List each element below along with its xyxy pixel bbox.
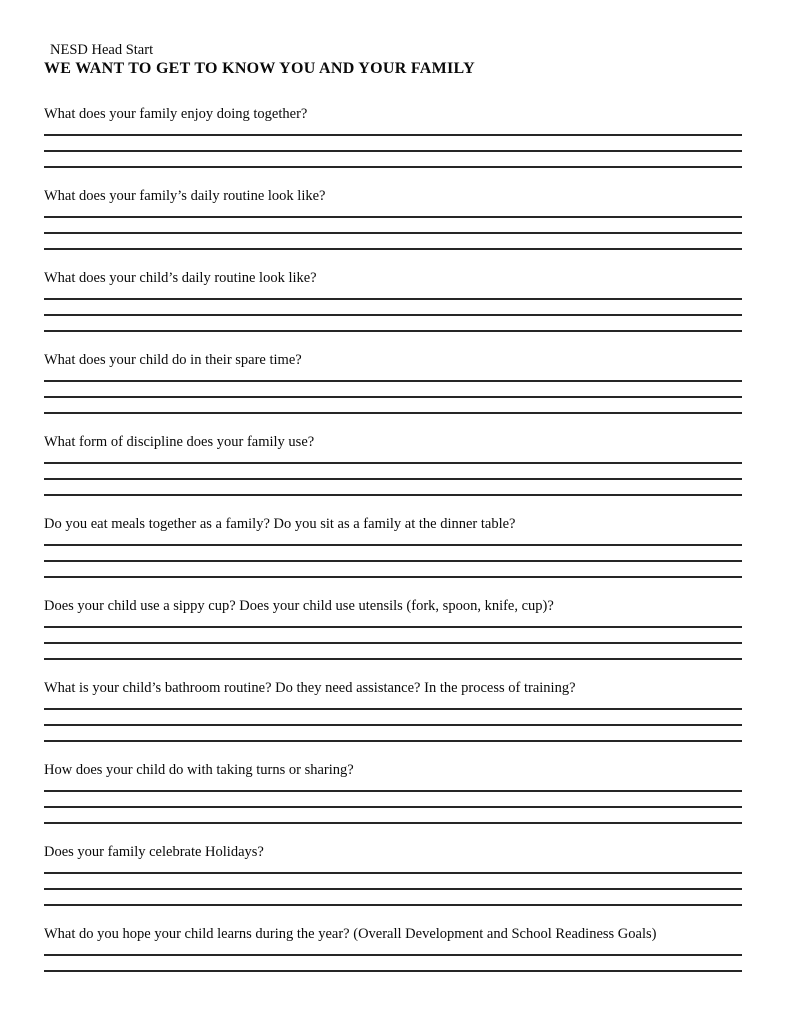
question-block (44, 352, 746, 414)
answer-line (44, 480, 742, 496)
answer-lines (44, 615, 742, 660)
answer-line (44, 726, 742, 742)
answer-line (44, 382, 742, 398)
answer-line (44, 628, 742, 644)
answer-lines (44, 533, 742, 578)
question-block (44, 188, 746, 250)
question-block (44, 270, 746, 332)
question-text: What does your family enjoy doing together? (44, 106, 308, 122)
answer-line (44, 300, 742, 316)
question-block (44, 516, 746, 578)
answer-line (44, 136, 742, 152)
question-text: Does your family celebrate Holidays? (44, 844, 264, 860)
answer-line (44, 615, 742, 628)
answer-line (44, 792, 742, 808)
question-text: Do you eat meals together as a family? Do you sit as a family at the dinner table? (44, 516, 516, 532)
question-text: What does your child do in their spare time? (44, 352, 302, 368)
answer-line (44, 464, 742, 480)
answer-line (44, 562, 742, 578)
answer-line (44, 861, 742, 874)
answer-line (44, 287, 742, 300)
question-block (44, 598, 746, 660)
page-title: WE WANT TO GET TO KNOW YOU AND YOUR FAMILY (44, 60, 475, 77)
answer-lines (44, 287, 742, 332)
answer-line (44, 710, 742, 726)
answer-line (44, 123, 742, 136)
answer-line (44, 451, 742, 464)
answer-line (44, 398, 742, 414)
question-text: What form of discipline does your family use? (44, 434, 315, 450)
doc-header (44, 42, 746, 78)
questions-list (44, 106, 746, 972)
answer-line (44, 779, 742, 792)
question-text: What does your child’s daily routine look like? (44, 270, 317, 286)
answer-line (44, 369, 742, 382)
answer-line (44, 956, 742, 972)
answer-lines (44, 205, 742, 250)
question-block (44, 106, 746, 168)
answer-lines (44, 123, 742, 168)
answer-line (44, 205, 742, 218)
question-text: How does your child do with taking turns or sharing? (44, 762, 354, 778)
answer-line (44, 874, 742, 890)
question-text: What does your family’s daily routine look like? (44, 188, 326, 204)
answer-lines (44, 861, 742, 906)
answer-line (44, 697, 742, 710)
answer-lines (44, 943, 742, 972)
question-block (44, 762, 746, 824)
answer-line (44, 890, 742, 906)
question-text: What do you hope your child learns during the year? (Overall Development and School Readiness Goals) (44, 926, 657, 942)
question-block (44, 680, 746, 742)
answer-line (44, 533, 742, 546)
answer-line (44, 218, 742, 234)
answer-line (44, 808, 742, 824)
question-block (44, 844, 746, 906)
answer-lines (44, 697, 742, 742)
question-text: Does your child use a sippy cup? Does your child use utensils (fork, spoon, knife, cup)? (44, 598, 554, 614)
question-block (44, 434, 746, 496)
answer-lines (44, 369, 742, 414)
answer-line (44, 316, 742, 332)
answer-line (44, 943, 742, 956)
answer-lines (44, 451, 742, 496)
answer-lines (44, 779, 742, 824)
org-name: NESD Head Start (50, 42, 154, 58)
question-text: What is your child’s bathroom routine? Do they need assistance? In the process of training? (44, 680, 576, 696)
answer-line (44, 234, 742, 250)
question-block (44, 926, 746, 972)
answer-line (44, 644, 742, 660)
answer-line (44, 152, 742, 168)
answer-line (44, 546, 742, 562)
